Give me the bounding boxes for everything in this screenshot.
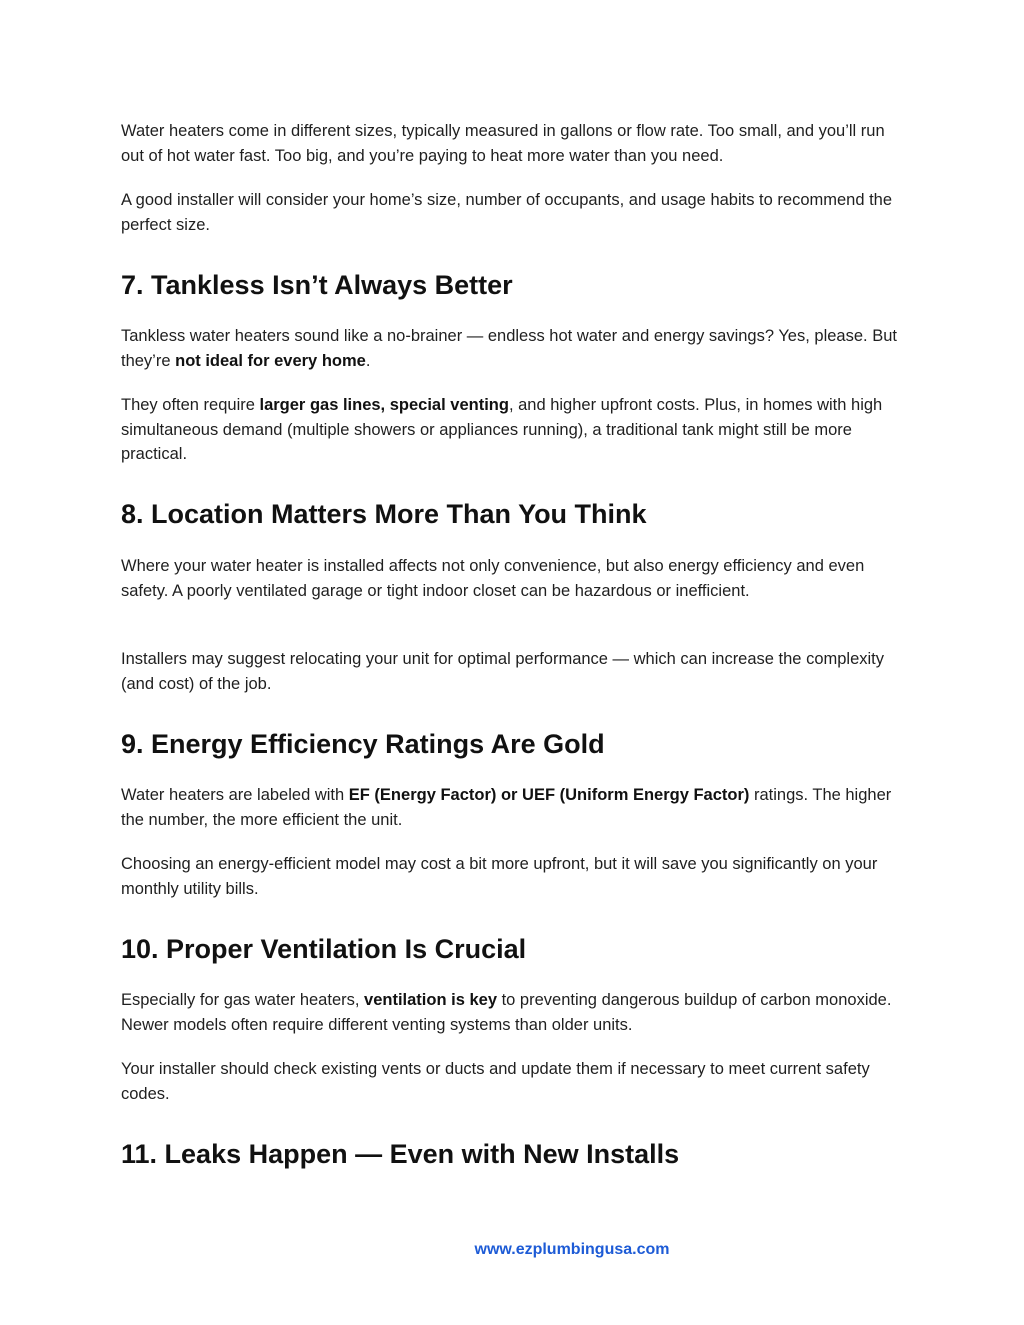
bold-text: EF (Energy Factor) or UEF (Uniform Energy Factor) <box>348 786 750 804</box>
paragraph-location-1: Where your water heater is installed affects not only convenience, but also energy efficiency and even safety. A poorly ventilated garage or tight indoor closet can be hazardous or inefficient. <box>121 557 865 600</box>
text-run: , and higher upfront costs. Plus, in homes with high simultaneous demand (multiple showers or appliances running), a traditional tank might still be more practical. <box>121 396 883 463</box>
paragraph-tankless-1 <box>121 324 911 373</box>
heading-leaks: 11. Leaks Happen — Even with New Installs <box>121 1139 680 1169</box>
paragraph-ventilation-2: Your installer should check existing vents or ducts and update them if necessary to meet current safety codes. <box>121 1060 870 1103</box>
text-run: to preventing dangerous buildup of carbon monoxide. Newer models often require different venting systems than older units. <box>121 991 892 1034</box>
heading-ventilation: 10. Proper Ventilation Is Crucial <box>121 934 527 964</box>
text-run: Water heaters are labeled with <box>121 786 349 804</box>
heading-energy-efficiency: 9. Energy Efficiency Ratings Are Gold <box>121 729 605 759</box>
bold-text: not ideal for every home <box>175 351 366 370</box>
paragraph-tankless-2 <box>121 393 911 467</box>
text-run: ratings. The higher the number, the more efficient the unit. <box>121 786 892 829</box>
paragraph-sizing-2: A good installer will consider your home’s size, number of occupants, and usage habits to recommend the perfect size. <box>121 191 893 234</box>
heading-tankless: 7. Tankless Isn’t Always Better <box>121 270 513 300</box>
paragraph-location-2: Installers may suggest relocating your unit for optimal performance — which can increase the complexity (and cost) of the job. <box>121 650 885 693</box>
paragraph-energy-2: Choosing an energy-efficient model may cost a bit more upfront, but it will save you significantly on your monthly utility bills. <box>121 855 878 898</box>
bold-text: larger gas lines, special venting <box>259 396 509 414</box>
bold-text: ventilation is key <box>364 991 497 1009</box>
text-run: Especially for gas water heaters, <box>121 991 365 1009</box>
paragraph-energy-1 <box>121 783 911 832</box>
text-run: Tankless water heaters sound like a no-brainer — endless hot water and energy savings? Yes, please. But they’re <box>121 327 897 370</box>
text-run: . <box>365 351 371 370</box>
text-run: They often require <box>121 396 260 414</box>
footer-website-link[interactable]: www.ezplumbingusa.com <box>474 1241 670 1258</box>
heading-location: 8. Location Matters More Than You Think <box>121 499 647 529</box>
paragraph-sizing-1: Water heaters come in different sizes, typically measured in gallons or flow rate. Too small, and you’ll run out of hot water fast. Too big, and you’re paying to heat more water than you need. <box>121 122 885 165</box>
paragraph-ventilation-1 <box>121 988 911 1037</box>
